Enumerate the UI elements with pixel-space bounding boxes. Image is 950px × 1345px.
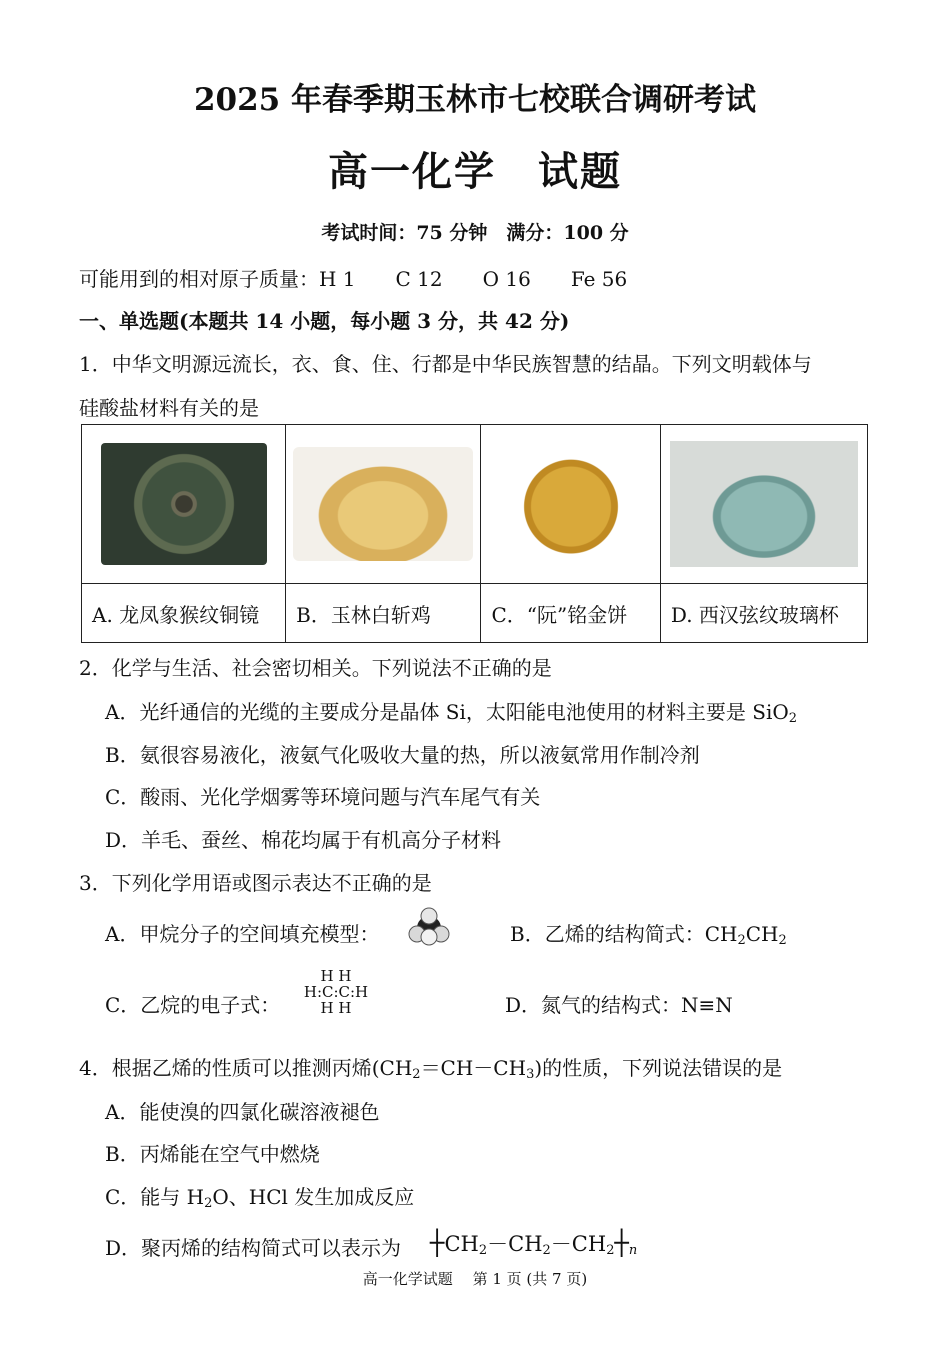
subject-title: 高一化学 试题 bbox=[328, 148, 622, 195]
polypropylene-formula: $┼CH_2-CH_2-CH_2┼_n$ bbox=[430, 1229, 638, 1258]
q4-option-d: D．聚丙烯的结构简式可以表示为 bbox=[105, 1236, 402, 1260]
q3-stem: 3．下列化学用语或图示表达不正确的是 bbox=[79, 871, 432, 895]
q2-stem: 2．化学与生活、社会密切相关。下列说法不正确的是 bbox=[79, 656, 552, 680]
gold-cake-image bbox=[498, 440, 644, 568]
q1-options-table bbox=[81, 424, 868, 643]
exam-title: 2025 年春季期玉林市七校联合调研考试 bbox=[193, 82, 757, 118]
ethane-electron-formula: H H H:C:C:H H H bbox=[303, 967, 369, 1017]
q2-option-b: B．氨很容易液化，液氨气化吸收大量的热，所以液氨常用作制冷剂 bbox=[105, 743, 700, 767]
q1-option-a: A. 龙凤象猴纹铜镜 bbox=[82, 584, 286, 643]
page-footer: 高一化学试题 第 1 页 (共 7 页) bbox=[362, 1270, 588, 1288]
q4-option-c: C．能与 $H_2O$、HCl 发生加成反应 bbox=[105, 1185, 415, 1211]
q2-option-d: D．羊毛、蚕丝、棉花均属于有机高分子材料 bbox=[105, 828, 502, 852]
q2-option-a: A．光纤通信的光缆的主要成分是晶体 Si，太阳能电池使用的材料主要是 SiO$_2$ bbox=[105, 700, 798, 726]
q3-option-d: D．氮气的结构式：N≡N bbox=[505, 993, 733, 1017]
bronze-mirror-image bbox=[101, 443, 267, 565]
methane-model-icon bbox=[408, 907, 450, 949]
q2-option-c: C．酸雨、光化学烟雾等环境问题与汽车尾气有关 bbox=[105, 785, 541, 809]
q3-option-b: B．乙烯的结构简式：$CH_2CH_2$ bbox=[510, 922, 787, 948]
q4-option-b: B．丙烯能在空气中燃烧 bbox=[105, 1142, 320, 1166]
white-chicken-image bbox=[293, 447, 473, 561]
section-heading: 一、单选题(本题共 14 小题，每小题 3 分，共 42 分) bbox=[79, 309, 570, 333]
glass-cup-image bbox=[670, 441, 858, 567]
exam-info: 考试时间：75 分钟 满分：100 分 bbox=[321, 222, 629, 244]
q1-option-c: C．“阮”铭金饼 bbox=[481, 584, 660, 643]
q4-stem: 4．根据乙烯的性质可以推测丙烯$(CH_2=CH-CH_3)$的性质，下列说法错误的是 bbox=[79, 1056, 783, 1082]
atomic-masses: 可能用到的相对原子质量：H 1 C 12 O 16 Fe 56 bbox=[79, 267, 628, 291]
q1-option-b: B．玉林白斩鸡 bbox=[286, 584, 481, 643]
q4-option-a: A．能使溴的四氯化碳溶液褪色 bbox=[105, 1100, 380, 1124]
q1-option-d: D. 西汉弦纹玻璃杯 bbox=[660, 584, 867, 643]
q1-stem-line2: 硅酸盐材料有关的是 bbox=[79, 396, 259, 420]
q1-stem-line1: 1．中华文明源远流长，衣、食、住、行都是中华民族智慧的结晶。下列文明载体与 bbox=[79, 352, 812, 376]
q3-option-a: A．甲烷分子的空间填充模型： bbox=[105, 922, 380, 946]
q3-option-c: C．乙烷的电子式： bbox=[105, 993, 281, 1017]
